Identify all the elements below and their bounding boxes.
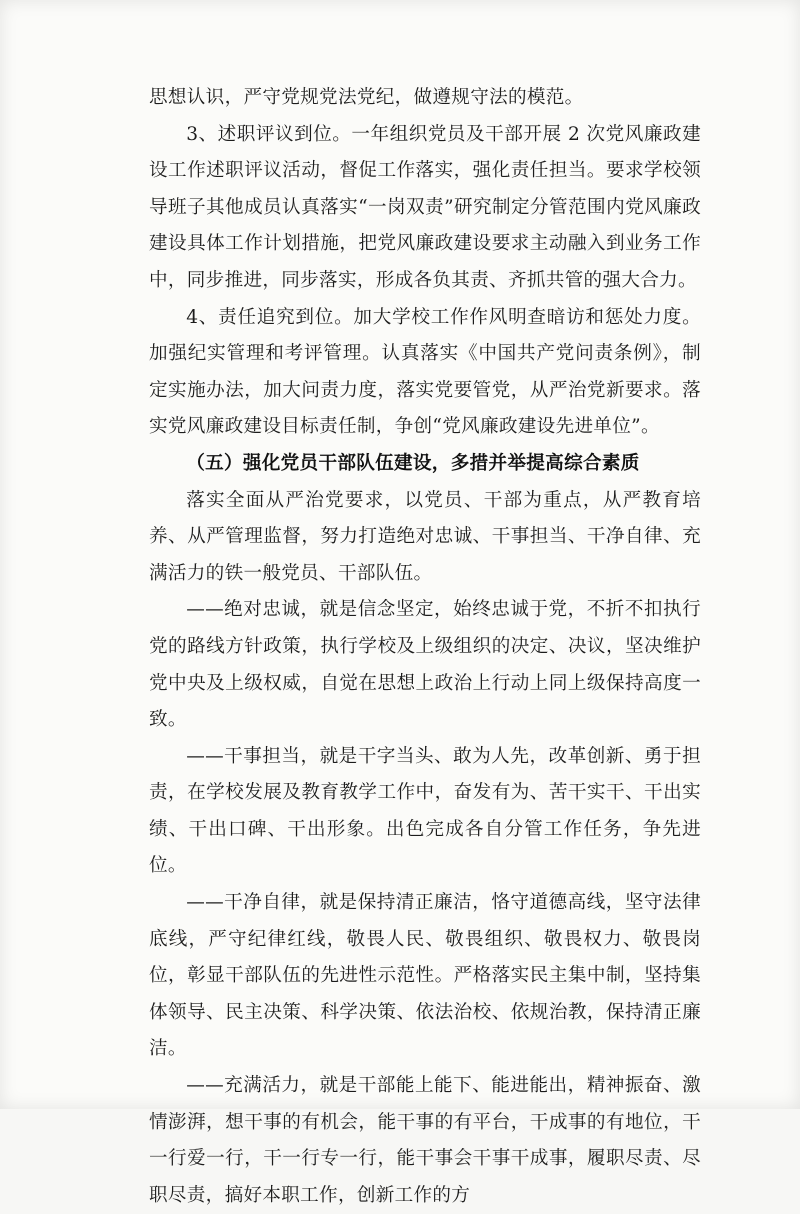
paragraph-accountability: 4、责任追究到位。加大学校工作作风明查暗访和惩处力度。加强纪实管理和考评管理。认真落实《中国共产党问责条例》，制定实施办法，加大问责力度，落实党要管党，从严治党新要求。落实党风廉政建设目标责任制，争创“党风廉政建设先进单位”。 xyxy=(149,306,701,438)
paragraph-continuation: 思想认识，严守党规党法党纪，做遵规守法的模范。 xyxy=(149,87,584,108)
paragraph-review: 3、述职评议到位。一年组织党员及干部开展 2 次党风廉政建设工作述职评议活动，督促工作落实，强化责任担当。要求学校领导班子其他成员认真落实“一岗双责”研究制定分管范围内党风廉政建设具体工作计划措施，把党风廉政建设要求主动融入到业务工作中，同步推进，同步落实，形成各负其责、齐抓共管的强大合力。 xyxy=(149,123,701,291)
paragraph-responsibility: ——干事担当，就是干字当头、敢为人先，改革创新、勇于担责，在学校发展及教育教学工作中，奋发有为、苦干实干、干出实绩、干出口碑、干出形象。出色完成各自分管工作任务，争先进位。 xyxy=(149,745,701,877)
section-heading: （五）强化党员干部队伍建设，多措并举提高综合素质 xyxy=(186,452,640,474)
paragraph-intro: 落实全面从严治党要求，以党员、干部为重点，从严教育培养、从严管理监督，努力打造绝对忠诚、干事担当、干净自律、充满活力的铁一般党员、干部队伍。 xyxy=(149,489,701,584)
document-body xyxy=(149,80,701,1214)
paragraph-vitality: ——充满活力，就是干部能上能下、能进能出，精神振奋、激情澎湃，想干事的有机会，能干事的有平台，干成事的有地位，干一行爱一行，干一行专一行，能干事会干事干成事，履职尽责、尽职尽责，搞好本职工作，创新工作的方 xyxy=(149,1075,701,1206)
paragraph-loyalty: ——绝对忠诚，就是信念坚定，始终忠诚于党，不折不扣执行党的路线方针政策，执行学校及上级组织的决定、决议，坚决维护党中央及上级权威，自觉在思想上政治上行动上同上级保持高度一致。 xyxy=(149,599,701,731)
paragraph-integrity: ——干净自律，就是保持清正廉洁，恪守道德高线，坚守法律底线，严守纪律红线，敬畏人民、敬畏组织、敬畏权力、敬畏岗位，彰显干部队伍的先进性示范性。严格落实民主集中制，坚持集体领导、民主决策、科学决策、依法治校、依规治教，保持清正廉洁。 xyxy=(149,892,701,1060)
